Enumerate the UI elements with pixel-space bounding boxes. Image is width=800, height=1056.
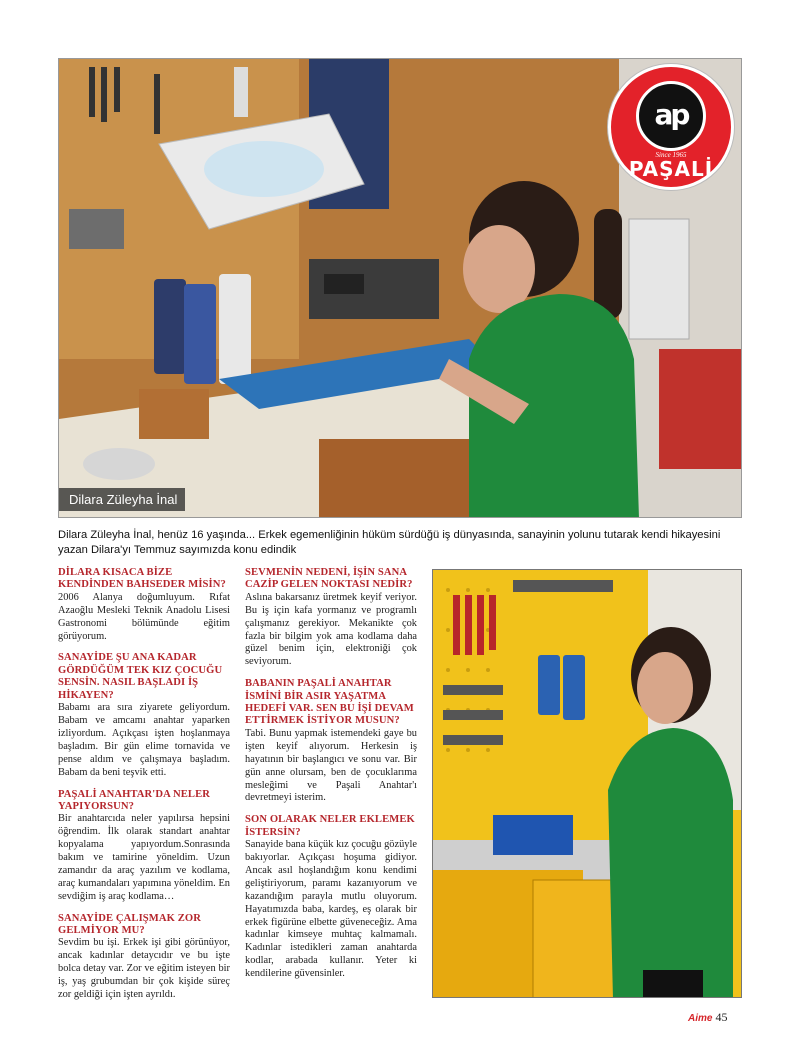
answer-text: Bir anahtarcıda neler yapılırsa hepsini öğrendim. İlk olarak standart anahtar kopyalama yapıyordum.Sonrasında bakım ve tamirine yöneldim. Uzun zamandır da araç yazılım ve kodlama, araç kumandaları yapımına yöneldim. En sevdiğim iş araç kodlama… bbox=[58, 813, 230, 902]
answer-text: Sevdim bu işi. Erkek işi gibi görünüyor, ancak kadınlar detaycıdır ve bu işte bolca detay var. Zor ve eğitim isteyen bir iş, yaş grubumdan bir çok kişide süreç zor geldiği için işten ayrıldı. bbox=[58, 937, 230, 1001]
question-heading: PAŞALİ ANAHTAR'DA NELER YAPIYORSUN? bbox=[58, 788, 211, 812]
qa-block bbox=[245, 678, 417, 805]
answer-text: Aslına bakarsanız üretmek keyif veriyor. Bu iş için kafa yormanız ve programlı çalışmanız gerekiyor. Mekanikte çok fazla bir bilgim yok ama kodlama daha güzel benim için, elektroniği çok seviyorum. bbox=[245, 591, 417, 668]
question-heading: SANAYİDE ÇALIŞMAK ZOR GELMİYOR MU? bbox=[58, 912, 201, 937]
logo-emblem bbox=[636, 81, 706, 151]
answer-text: Sanayide bana küçük kız çocuğu gözüyle bakıyorlar. Açıkçası hoşuma gidiyor. Ancak asıl hoşlandığım konu kendimi geliştiriyorum, paramı kazanıyorum ve kazandığım parayla mutlu oluyorum. Hayatımızda baba, kardeş, eş olarak bir erkek figürüne elbette güveneceğiz. Ama kadınlar kimseye muhtaç kalmamalı. Kadınlar istedikleri zaman anahtarda kodlar, arabada kullanır. Yeter ki kendilerine güvensinler. bbox=[245, 839, 417, 980]
answer-text: Tabi. Bunu yapmak istemendeki gaye bu işten keyif alıyorum. Herkesin iş hayatının bir başlangıcı ve sonu var. Bir gün anne olursam, ben de çocuklarıma mesleğimi ve Paşali Anahtar'ı devretmeyi isterim. bbox=[245, 727, 417, 804]
question-heading: BABANIN PAŞALİ ANAHTAR İSMİNİ BİR ASIR YAŞATMA HEDEFİ VAR. SEN BU İŞİ DEVAM ETTİRMEK İSTİYOR MUSUN? bbox=[245, 678, 414, 727]
question-heading: SON OLARAK NELER EKLEMEK İSTERSİN? bbox=[245, 814, 415, 838]
page-number: 45 bbox=[715, 1010, 728, 1024]
lead-caption: Dilara Züleyha İnal, henüz 16 yaşında... Erkek egemenliğinin hüküm sürdüğü iş dünyasında, sanayinin yolunu tutarak kendi hikayesini yazan Dilara'yı Temmuz sayımızda konu edindik bbox=[58, 529, 721, 556]
question-heading: SEVMENİN NEDENİ, İŞİN SANA CAZİP GELEN NOKTASI NEDİR? bbox=[245, 567, 413, 591]
question-heading: DİLARA KISACA BİZE KENDİNDEN BAHSEDER MİSİN? bbox=[58, 567, 226, 591]
question-heading: SANAYİDE ŞU ANA KADAR GÖRDÜĞÜM TEK KIZ ÇOCUĞU SENSİN. NASIL BAŞLADI İŞ HİKAYEN? bbox=[58, 652, 223, 701]
logo-since: Since 1965 bbox=[655, 151, 687, 159]
pasali-logo bbox=[608, 64, 734, 190]
magazine-brand: Aime bbox=[688, 1013, 713, 1024]
logo-name: PAŞALİ bbox=[628, 157, 714, 181]
answer-text: 2006 Alanya doğumluyum. Rıfat Azaoğlu Mesleki Teknik Anadolu Lisesi Gastronomi bölümünde eğitim görüyorum. bbox=[58, 591, 230, 642]
column-2 bbox=[245, 567, 417, 990]
qa-block bbox=[245, 567, 417, 669]
qa-block bbox=[58, 652, 230, 779]
qa-block bbox=[245, 814, 417, 981]
page-footer bbox=[688, 1010, 727, 1028]
portrait-photo bbox=[432, 569, 742, 998]
qa-block bbox=[58, 913, 230, 1002]
portrait-illustration bbox=[433, 570, 742, 998]
qa-block bbox=[58, 789, 230, 904]
hero-caption: Dilara Züleyha İnal bbox=[59, 488, 185, 511]
logo-mark: ap bbox=[654, 98, 688, 131]
column-1 bbox=[58, 567, 230, 1011]
answer-text: Babamı ara sıra ziyarete geliyordum. Babam ve amcamı anahtar yaparken izliyordum. Açıkçası işten hoşlanmaya başladım. Bir gün elime tornavida ve pense aldım ve çalışmaya başladım. Babam da beni teşvik etti. bbox=[58, 702, 230, 778]
qa-block bbox=[58, 567, 230, 643]
